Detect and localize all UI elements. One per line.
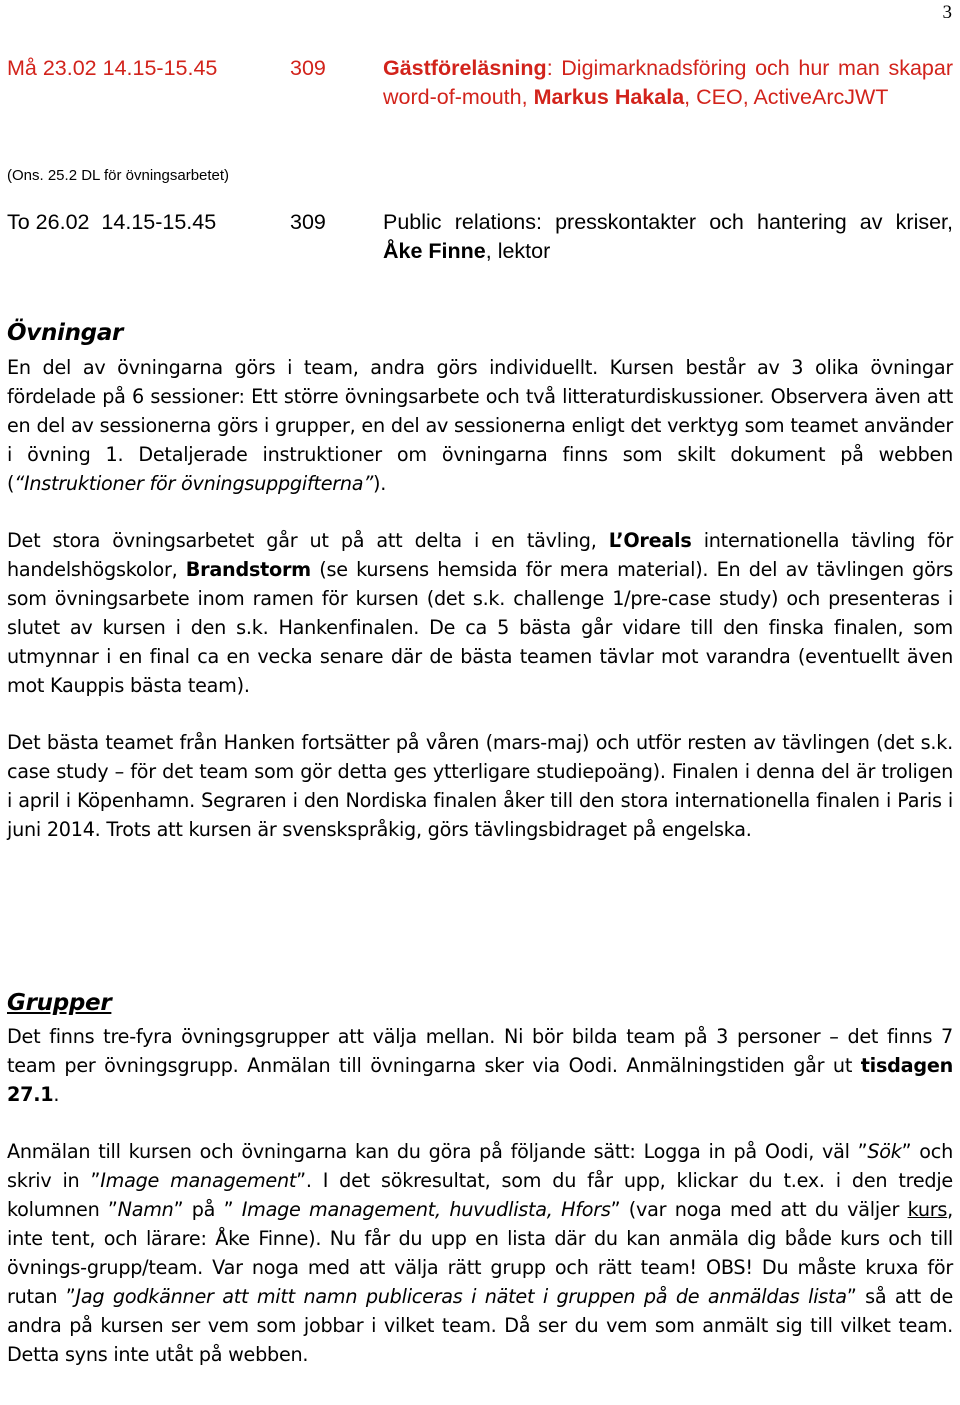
page-number: 3 [942,2,952,23]
section-heading-ovningar: Övningar [7,320,124,346]
section-grupper [7,990,953,1369]
schedule-description: Gästföreläsning: Digimarknadsföring och hur man skapar word-of-mouth, Markus Hakala, CEO, ActiveArcJWT [383,56,953,109]
ovningar-paragraph-1: En del av övningarna görs i team, andra görs individuellt. Kursen består av 3 olika övningar fördelade på 6 sessioner: Ett större övningsarbete och två litteraturdiskussioner. Observera även att en del av sessionerna görs i grupper, en del av sessionerna enligt det verktyg som teamet använder i övning 1. Detaljerade instruktioner om övningarna finns som skilt dokument på webben (“Instruktioner för övningsuppgifterna”). [7,356,953,495]
schedule-date-time: Må 23.02 14.15-15.45 [7,56,218,80]
registration-deadline: tisdagen 27.1 [7,1054,953,1106]
grupper-paragraph-1: Det finns tre-fyra övningsgrupper att välja mellan. Ni bör bilda team på 3 personer – det finns 7 team per övningsgrupp. Anmälan till övningarna sker via Oodi. Anmälningstiden går ut tisdagen 27.1. [7,1025,953,1106]
kurs-emphasis: kurs [907,1198,948,1221]
schedule-date-time: To 26.02 14.15-15.45 [7,210,217,234]
schedule-room: 309 [290,56,326,80]
schedule-entry-guest-lecture [7,54,953,112]
brandstorm-name: Brandstorm [185,558,311,581]
loreal-name: L’Oreals [608,529,692,552]
grupper-paragraph-2: Anmälan till kursen och övningarna kan du göra på följande sätt: Logga in på Oodi, väl ”Sök” och skriv in ”Image management”. I det sökresultat, som du får upp, klickar du t.ex. i den tredje kolumnen ”Namn” på ” Image management, huvudlista, Hfors” (var noga med att du väljer kurs, inte tent, och lärare: Åke Finne). Nu får du upp en lista där du kan anmäla dig både kurs och till övnings-grupp/team. Var noga med att välja rätt grupp och rätt team! OBS! Du måste kruxa för rutan ”Jag godkänner att mitt namn publiceras i nätet i gruppen på de anmäldas lista” så att de andra på kursen ser vem som jobbar i vilket team. Då ser du vem som anmält sig till vilket team. Detta syns inte utåt på webben. [7,1140,954,1366]
speaker-name: Markus Hakala [533,85,685,109]
schedule-room: 309 [290,210,326,234]
guest-lecture-label: Gästföreläsning [383,56,547,80]
schedule-entry-public-relations [7,208,953,266]
section-ovningar [7,320,953,844]
ovningar-paragraph-3: Det bästa teamet från Hanken fortsätter på våren (mars-maj) och utför resten av tävlingen (det s.k. case study – för det team som gör detta ges ytterligare studiepoäng). Finalen i denna del är troligen i april i Köpenhamn. Segraren i den Nordiska finalen åker till den stora internationella finalen i Paris i juni 2014. Trots att kursen är svenskspråkig, görs tävlingsbidraget på engelska. [7,731,953,841]
schedule-description: Public relations: presskontakter och hantering av kriser, Åke Finne, lektor [383,210,953,263]
deadline-note: (Ons. 25.2 DL för övningsarbetet) [7,167,230,184]
section-heading-grupper: Grupper [7,990,112,1016]
speaker-name: Åke Finne [383,239,486,263]
ovningar-paragraph-2: Det stora övningsarbetet går ut på att delta i en tävling, L’Oreals internationella tävling för handelshögskolor, Brandstorm (se kursens hemsida för mera material). En del av tävlingen görs som övningsarbete inom ramen för kursen (det s.k. challenge 1/pre-case study) och presenteras i slutet av kursen i den s.k. Hankenfinalen. De ca 5 bästa går vidare till den finska finalen, som utmynnar i en final ca en vecka senare där de bästa teamen tävlar mot varandra (eventuellt även mot Kauppis bästa team). [7,529,953,697]
